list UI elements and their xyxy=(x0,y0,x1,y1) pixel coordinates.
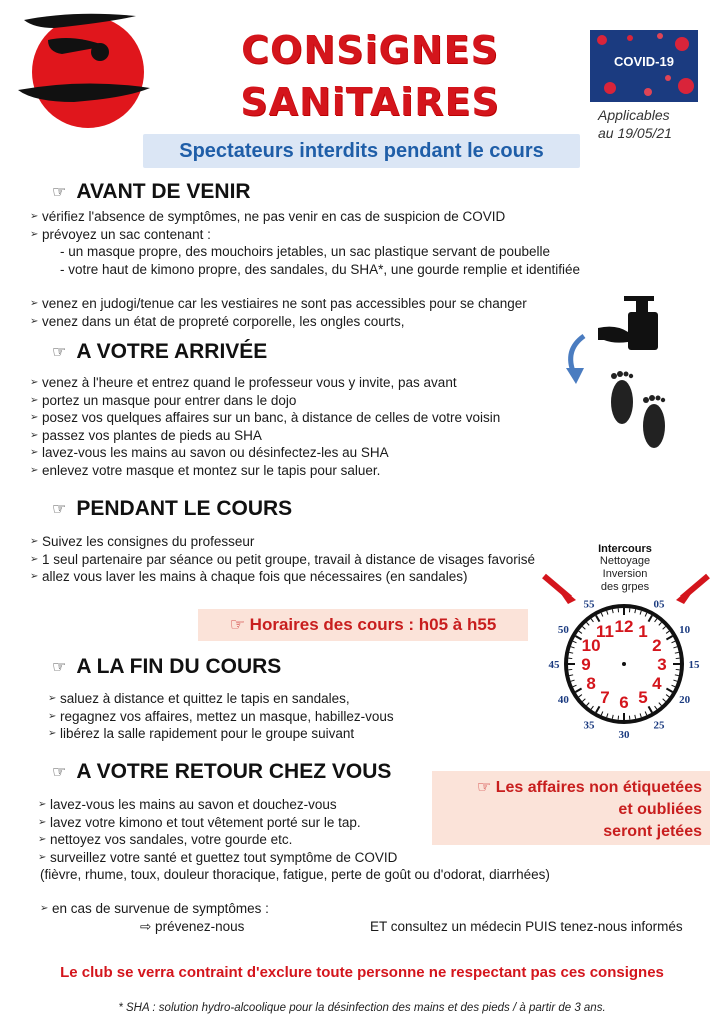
list-item: ➢ nettoyez vos sandales, votre gourde etc. xyxy=(38,831,400,849)
avant-sub-item: - un masque propre, des mouchoirs jetables, un sac plastique servant de poubelle xyxy=(60,244,551,259)
retour-symptomes xyxy=(40,900,269,918)
subtitle-text: Spectateurs interdits pendant le cours xyxy=(179,139,544,162)
section-arrivee-title: ☞ A VOTRE ARRIVÉE xyxy=(52,340,268,363)
list-item: ➢ lavez-vous les mains au savon ou désinfectez-les au SHA xyxy=(30,444,500,462)
clock-minute-label: 35 xyxy=(583,719,595,732)
rising-sun-logo-icon xyxy=(14,6,154,136)
arrivee-list xyxy=(30,374,500,479)
section-retour-title: ☞ A VOTRE RETOUR CHEZ VOUS xyxy=(52,760,392,783)
prevenez-text: ⇨ prévenez-nous xyxy=(140,919,245,934)
clock-minute-label: 45 xyxy=(548,659,560,671)
avant-list-2 xyxy=(30,295,527,330)
pointing-hand-icon: ☞ xyxy=(52,764,67,781)
list-item: ➢ prévoyez un sac contenant : xyxy=(30,226,505,244)
fin-list xyxy=(48,690,394,743)
clock-hour-label: 11 xyxy=(596,622,614,642)
clock-sub-3: des grpes xyxy=(600,581,650,593)
clock-hour-label: 10 xyxy=(581,636,601,655)
section-pendant-title: ☞ PENDANT LE COURS xyxy=(52,497,293,520)
list-item: ➢ surveillez votre santé et guettez tout symptôme de COVID xyxy=(38,849,400,867)
list-item: ➢ vérifiez l'absence de symptômes, ne pas venir en cas de suspicion de COVID xyxy=(30,208,505,226)
pointing-hand-icon: ☞ xyxy=(52,659,67,676)
list-item: ➢ regagnez vos affaires, mettez un masque, habillez-vous xyxy=(48,708,394,726)
clock-minute-label: 10 xyxy=(679,624,691,636)
notice-line-1: ☞ Les affaires non étiquetées xyxy=(476,779,702,796)
clock-minute-label: 50 xyxy=(557,624,569,636)
applicable-line-2: au 19/05/21 xyxy=(598,125,672,141)
pendant-list xyxy=(30,533,535,586)
retour-list xyxy=(38,796,400,866)
list-item: ➢ 1 seul partenaire par séance ou petit groupe, travail à distance de visages favorisé xyxy=(30,551,535,569)
clock-sub-2: Inversion xyxy=(602,568,648,580)
title-line-2: SANiTAiRES xyxy=(240,80,500,124)
clock-minute-label: 05 xyxy=(653,598,665,611)
list-item: ➢ allez vous laver les mains à chaque fois que nécessaires (en sandales) xyxy=(30,568,535,586)
intercours-clock xyxy=(536,566,716,746)
horaires-banner: ☞ Horaires des cours : h05 à h55 xyxy=(198,609,528,641)
exclusion-warning: Le club se verra contraint d'exclure toute personne ne respectant pas ces consignes xyxy=(60,964,664,981)
clock-minute-label: 40 xyxy=(557,694,569,706)
hygiene-illustration xyxy=(556,288,686,468)
title-line-1: CONSiGNES xyxy=(241,28,499,72)
clock-hour-label: 3 xyxy=(657,655,667,674)
list-item: ➢ Suivez les consignes du professeur xyxy=(30,533,535,551)
list-item: ➢ venez dans un état de propreté corporelle, les ongles courts, xyxy=(30,313,527,331)
applicable-date xyxy=(598,106,672,142)
applicable-line-1: Applicables xyxy=(598,107,670,123)
clock-hour-label: 1 xyxy=(638,622,648,642)
retour-symptoms-note: (fièvre, rhume, toux, douleur thoracique, fatigue, perte de goût ou d'odorat, diarrhées) xyxy=(40,867,550,882)
pointing-hand-icon: ☞ xyxy=(52,344,67,361)
sanitizer-bottle-icon xyxy=(624,296,658,350)
section-avant-title: ☞ AVANT DE VENIR xyxy=(52,180,251,203)
clock-hour-label: 8 xyxy=(586,674,596,693)
clock-hour-label: 7 xyxy=(600,687,610,707)
sha-footnote: * SHA : solution hydro-alcoolique pour la désinfection des mains et des pieds / à partir de 3 ans. xyxy=(118,1002,606,1014)
section-fin-title: ☞ A LA FIN DU COURS xyxy=(52,655,282,678)
clock-hour-label: 6 xyxy=(619,693,629,712)
hand-icon xyxy=(598,327,628,343)
clock-minute-label: 55 xyxy=(583,598,595,611)
pointing-hand-icon: ☞ xyxy=(52,184,67,201)
clock-hour-label: 9 xyxy=(581,655,591,674)
footprints-icon xyxy=(611,371,665,448)
clock-minute-label: 15 xyxy=(688,659,700,671)
list-item: ➢ lavez-vous les mains au savon et douchez-vous xyxy=(38,796,400,814)
clock-hour-label: 2 xyxy=(652,636,662,655)
list-item: ➢ en cas de survenue de symptômes : xyxy=(40,900,269,918)
avant-sub-item: - votre haut de kimono propre, des sandales, du SHA*, une gourde remplie et identifiée xyxy=(60,262,581,277)
clock-hour-label: 12 xyxy=(614,617,634,636)
clock-minute-label: 30 xyxy=(618,729,630,741)
clock-face-icon xyxy=(536,566,716,746)
notice-line-2: et oubliées xyxy=(618,801,702,818)
list-item: ➢ posez vos quelques affaires sur un banc, à distance de celles de votre voisin xyxy=(30,409,500,427)
consultez-text: ET consultez un médecin PUIS tenez-nous informés xyxy=(370,919,683,934)
covid-badge-label: COVID-19 xyxy=(614,54,674,69)
list-item: ➢ libérez la salle rapidement pour le groupe suivant xyxy=(48,725,394,743)
list-item: ➢ venez à l'heure et entrez quand le professeur vous y invite, pas avant xyxy=(30,374,500,392)
clock-minute-label: 20 xyxy=(679,694,691,706)
clock-title: Intercours xyxy=(598,543,652,555)
clock-minute-label: 25 xyxy=(653,719,665,732)
clock-sub-1: Nettoyage xyxy=(599,555,651,567)
unlabeled-items-notice xyxy=(432,771,710,845)
list-item: ➢ saluez à distance et quittez le tapis en sandales, xyxy=(48,690,394,708)
notice-line-3: seront jetées xyxy=(603,823,702,840)
list-item: ➢ enlevez votre masque et montez sur le tapis pour saluer. xyxy=(30,462,500,480)
club-logo xyxy=(14,6,154,136)
curved-arrow-icon xyxy=(566,336,584,384)
list-item: ➢ portez un masque pour entrer dans le dojo xyxy=(30,392,500,410)
covid-badge xyxy=(590,30,698,102)
subtitle-banner xyxy=(143,134,580,168)
clock-hour-label: 5 xyxy=(638,687,648,707)
clock-hour-label: 4 xyxy=(652,674,662,693)
pointing-hand-icon: ☞ xyxy=(52,501,67,518)
list-item: ➢ venez en judogi/tenue car les vestiaires ne sont pas accessibles pour se changer xyxy=(30,295,527,313)
list-item: ➢ passez vos plantes de pieds au SHA xyxy=(30,427,500,445)
list-item: ➢ lavez votre kimono et tout vêtement porté sur le tap. xyxy=(38,814,400,832)
avant-list xyxy=(30,208,505,243)
